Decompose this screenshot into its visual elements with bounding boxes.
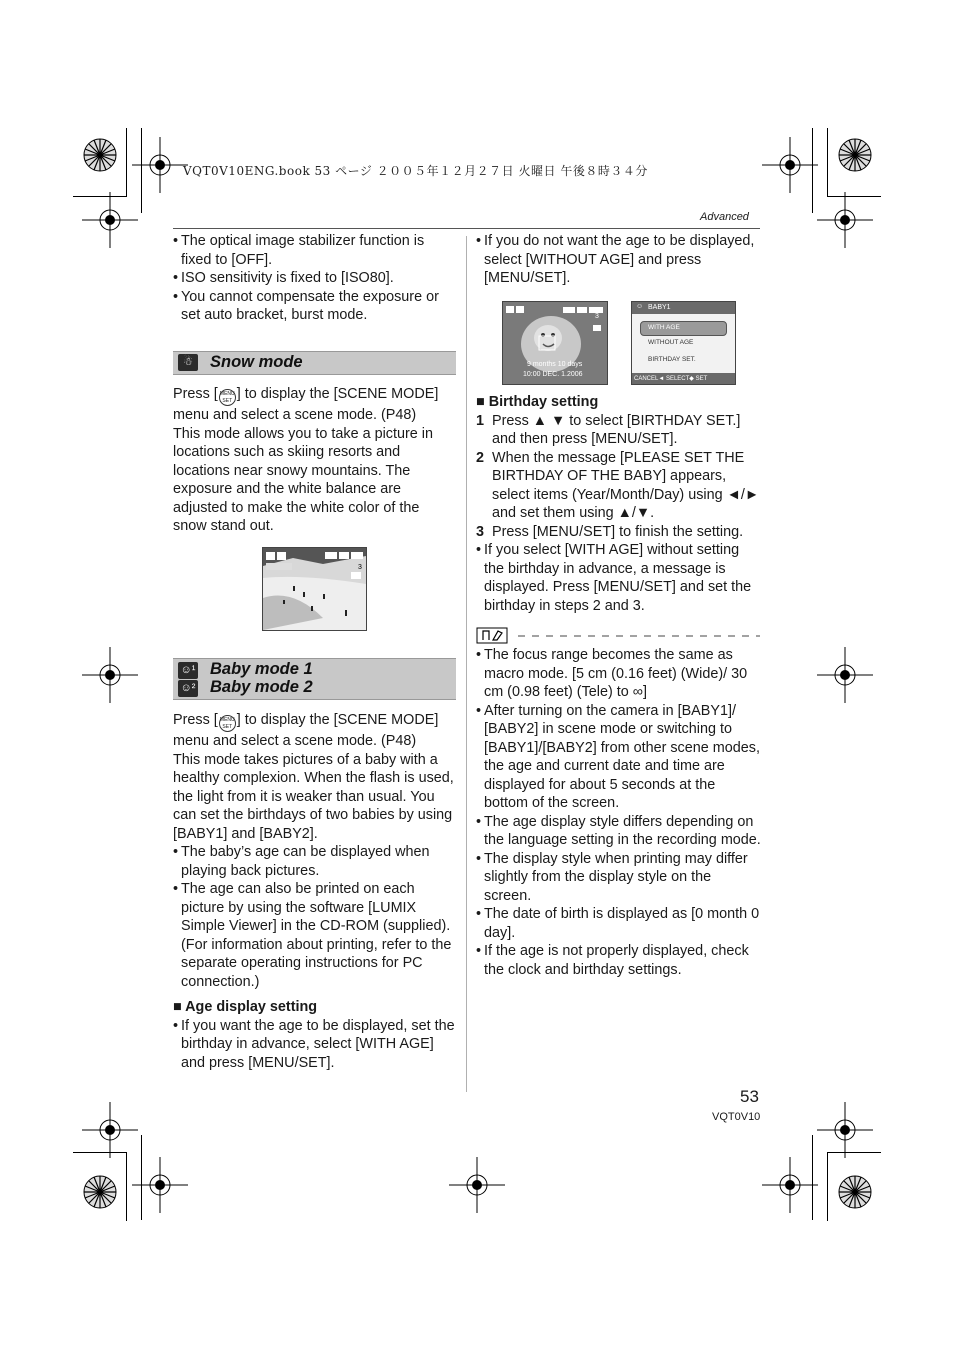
step-number: 1 [476, 412, 485, 429]
section-tag: Advanced [700, 211, 749, 223]
menu-item-without-age: WITHOUT AGE [648, 339, 694, 346]
baby-mode-description: This mode takes pictures of a baby with a healthy complexion. When the flash is used, the light from it is weaker than usual. You can set the birthdays of two babies by using [BABY1] and [BABY2]. [173, 751, 454, 842]
press-prefix: Press [ [173, 386, 218, 402]
note-bullet: • The focus range becomes the same as macro mode. [5 cm (0.16 feet) (Wide)/ 30 cm (0.98 feet) (Tele) to ∞] [476, 646, 761, 702]
snow-mode-banner [173, 351, 456, 375]
age-display-heading: ■ Age display setting [173, 999, 318, 1015]
baby-mode-text [173, 711, 458, 1072]
baby-mode-2-title: Baby mode 2 [210, 678, 313, 696]
snowman-icon: ☃ [178, 354, 198, 371]
snow-scene-image [263, 548, 366, 630]
baby-menu-icon: ☺ [636, 303, 644, 310]
step-number: 3 [476, 523, 485, 540]
intro-bullet: • You cannot compensate the exposure or set auto bracket, burst mode. [173, 288, 458, 325]
baby-mode-banner [173, 658, 456, 700]
baby1-icon: ☺¹ [178, 662, 198, 679]
press-prefix: Press [ [173, 712, 218, 728]
menu-item-with-age: WITH AGE [648, 324, 680, 331]
baby-lcd-screenshot [502, 301, 608, 385]
snow-lcd-screenshot [262, 547, 367, 631]
baby-mode-1-title: Baby mode 1 [210, 660, 313, 678]
snow-mode-text [173, 385, 456, 536]
intro-bullet: • ISO sensitivity is fixed to [ISO80]. [173, 269, 458, 288]
without-age-note [476, 232, 761, 288]
step-text: When the message [PLEASE SET THE BIRTHDAY OF THE BABY] appears, select items (Year/Month/Day) using ◄/► and set them using ▲/▼. [492, 449, 760, 521]
birthday-setting-heading: ■ Birthday setting [476, 394, 599, 410]
note-bullet: • After turning on the camera in [BABY1]/ [BABY2] in scene mode or switching to [BABY1]/[BABY2] from other scene modes, the age and current date and time are displayed for about 5 seconds at the bottom of the screen. [476, 702, 761, 813]
baby-bullet: • The age can also be printed on each picture by using the software [LUMIX Simple Viewer] in the CD-ROM (supplied). (For information about printing, refer to the separate operating instructions for PC connection.) [173, 880, 458, 991]
baby-bullet: • The baby’s age can be displayed when playing back pictures. [173, 843, 458, 880]
note-bullet: • The age display style differs depending on the language setting in the recording mode. [476, 813, 761, 850]
baby-menu-lcd [631, 301, 736, 385]
birthday-setting [476, 393, 761, 615]
step-number: 2 [476, 449, 485, 466]
print-file-line: VQT0V10ENG.book 53 ページ ２００５年１２月２７日 火曜日 午後８時３４分 [183, 164, 648, 178]
menu-set-icon: MENU SET [219, 717, 235, 730]
baby-age-readout: 9 months 10 days [527, 361, 583, 368]
notes-list [476, 646, 761, 979]
model-code: VQT0V10 [712, 1111, 761, 1123]
note-bullet: • The display style when printing may differ slightly from the display style on the screen. [476, 850, 761, 906]
snow-mode-description: This mode allows you to take a picture in locations such as skiing resorts and locations near snowy mountains. The exposure and the white balance are adjusted to make the white color of the snow stand out. [173, 425, 433, 534]
baby-lcd-count: 3 [595, 313, 599, 320]
menu-title: BABY1 [648, 304, 671, 311]
step-item [476, 412, 761, 449]
menu-footer: CANCEL◄ SELECT◆ SET [634, 376, 708, 382]
baby2-icon: ☺² [178, 680, 198, 697]
age-display-bullet: • If you want the age to be displayed, set the birthday in advance, select [WITH AGE] and press [MENU/SET]. [173, 1017, 458, 1073]
intro-bullets [173, 232, 458, 325]
baby-datetime-readout: 10:00 DEC. 1.2006 [523, 371, 583, 378]
snow-mode-title: Snow mode [210, 353, 303, 371]
step-text: Press [MENU/SET] to finish the setting. [492, 523, 744, 540]
snow-lcd-count: 3 [358, 564, 362, 571]
step-text: Press ▲ ▼ to select [BIRTHDAY SET.] and then press [MENU/SET]. [492, 412, 741, 447]
header-rule [173, 228, 760, 229]
without-age-bullet: • If you do not want the age to be displayed, select [WITHOUT AGE] and press [MENU/SET]. [476, 232, 761, 288]
step-bullet: • If you select [WITH AGE] without setting the birthday in advance, a message is displayed. Press [MENU/SET] and set the birthday in steps 2 and 3. [476, 541, 761, 615]
intro-bullet: • The optical image stabilizer function is fixed to [OFF]. [173, 232, 458, 269]
column-divider [466, 236, 467, 1092]
menu-item-birthday-set: BIRTHDAY SET. [648, 356, 696, 363]
note-bullet: • If the age is not properly displayed, check the clock and birthday settings. [476, 942, 761, 979]
note-header [476, 627, 760, 645]
step-item [476, 449, 761, 523]
press-text: ] to display the [SCENE MODE] menu and select a scene mode. (P48) [173, 386, 439, 423]
menu-set-icon: MENU SET [219, 391, 235, 404]
step-item [476, 523, 761, 542]
press-text: ] to display the [SCENE MODE] menu and select a scene mode. (P48) [173, 712, 439, 749]
note-bullet: • The date of birth is displayed as [0 month 0 day]. [476, 905, 761, 942]
note-icon [477, 628, 507, 643]
page-number: 53 [740, 1087, 759, 1106]
